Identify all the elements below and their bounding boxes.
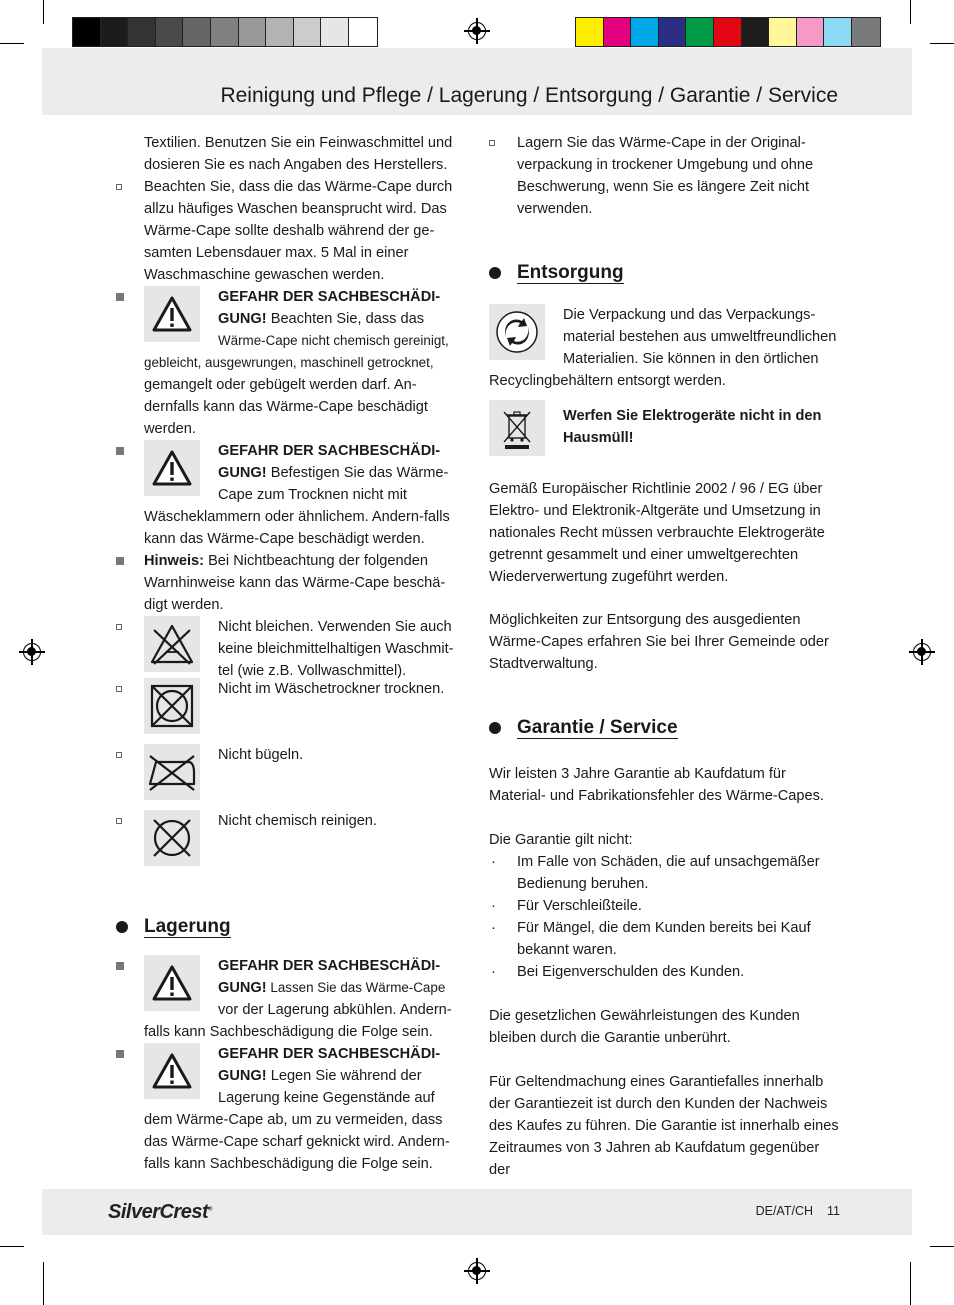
color-swatch [824,18,852,46]
care-text: Nicht bügeln. [218,747,304,763]
crop-mark [910,1262,911,1305]
crop-mark [910,0,911,24]
page-number: 11 [827,1204,840,1218]
exclusion-text: Für Mängel, die dem Kunden bereits bei Kauf bekannt waren. [517,920,811,958]
section-heading-text: Garantie / Service [517,717,678,738]
registration-mark-icon [23,643,41,661]
gray-color-bar [72,17,378,47]
hollow-square-bullet-icon [116,184,122,190]
hollow-square-bullet-icon [116,624,122,630]
disposal-warning: Werfen Sie Elektrogeräte nicht in den Hausmüll! [563,408,822,446]
storage-note-text: Lagern Sie das Wärme-Cape in der Original-verpackung in trockener Umgebung und ohne Beschwerung, wenn Sie es längere Zeit nicht verwenden. [517,135,814,217]
color-swatch [659,18,687,46]
warning-label: GEFAHR DER SACHBESCHÄDI-GUNG! [218,958,441,996]
filled-square-bullet-icon [116,293,124,301]
footer-band [42,1189,912,1235]
color-swatch [101,18,129,46]
process-color-bar [575,17,881,47]
registered-mark: ® [208,1206,213,1213]
warning-triangle-icon [144,440,200,496]
no-dry-clean-icon [144,810,200,866]
care-text: Nicht chemisch reinigen. [218,813,377,829]
exclusion-text: Bei Eigenverschulden des Kunden. [517,964,745,980]
color-swatch [686,18,714,46]
color-swatch [183,18,211,46]
color-swatch [321,18,349,46]
warning-triangle-icon [144,286,200,342]
crop-mark [43,0,44,24]
section-heading-text: Lagerung [144,916,231,937]
care-text: Nicht bleichen. Verwenden Sie auch keine bleichmittelhaltigen Waschmit-tel (wie z.B. Vollwaschmittel). [218,619,454,679]
left-column [116,132,466,1175]
right-column [489,132,841,1181]
list-item [116,550,466,616]
warning-triangle-icon [144,955,200,1011]
color-swatch [128,18,156,46]
list-item [489,917,841,961]
care-text: Nicht im Wäschetrockner trocknen. [218,681,445,697]
section-heading-lagerung [116,914,466,940]
disposal-block [489,304,841,392]
warning-text: Befestigen Sie das Wärme-Cape zum Trocknen nicht mit Wäscheklammern oder ähnlichem. Andern-falls kann das Wärme-Cape beschädigt werden. [144,465,450,547]
no-ironing-icon [144,744,200,800]
warranty-exclusions-intro: Die Garantie gilt nicht: [489,832,633,848]
warning-text: vor der Lagerung abkühlen. Andern-falls kann Sachbeschädigung die Folge sein. [144,1002,452,1040]
brand-name: SilverCrest [108,1201,209,1223]
no-bleach-icon [144,616,200,672]
hollow-square-bullet-icon [116,686,122,692]
color-swatch [156,18,184,46]
color-swatch [852,18,880,46]
filled-square-bullet-icon [116,1050,124,1058]
dot-bullet: · [491,964,496,980]
hollow-square-bullet-icon [489,140,495,146]
color-swatch [266,18,294,46]
warning-label: GEFAHR DER SACHBESCHÄDI-GUNG! [218,443,441,481]
warning-text: Legen Sie während der Lagerung keine Gegenstände auf dem Wärme-Cape ab, um zu vermeiden, dass das Wärme-Cape scharf geknickt wird. Andern-falls kann Sachbeschädigung die Folge sein. [144,1068,450,1172]
list-item [116,810,466,870]
color-swatch [797,18,825,46]
header-band [42,48,912,115]
color-swatch [73,18,101,46]
wash-note-text: Beachten Sie, dass die das Wärme-Cape durch allzu häufiges Waschen beansprucht wird. Das Wärme-Cape sollte deshalb während der ge-samten Lebensdauer max. 5 Mal in einer Waschmaschine gewaschen werden. [144,179,453,283]
footer-info [756,1204,840,1218]
crop-mark [930,1246,954,1247]
list-item [116,440,466,550]
warranty-paragraph: Wir leisten 3 Jahre Garantie ab Kaufdatum für Material- und Fabrikationsfehler des Wärme-Capes. [489,766,824,804]
claim-paragraph: Für Geltendmachung eines Garantiefalles innerhalb der Garantiezeit ist durch den Kunden der Nachweis des Kaufes zu führen. Die Garantie ist innerhalb eines Zeitraumes von 3 Jahren ab Kaufdatum gegenüber der [489,1074,839,1178]
list-item [116,286,466,440]
dot-bullet: · [491,920,496,936]
dot-bullet: · [491,898,496,914]
exclusion-text: Im Falle von Schäden, die auf unsachgemäßer Bedienung beruhen. [517,854,820,892]
crop-mark [43,1262,44,1305]
filled-square-bullet-icon [116,447,124,455]
color-swatch [769,18,797,46]
section-heading-garantie [489,715,841,741]
list-item [116,955,466,1043]
warning-label: GEFAHR DER SACHBESCHÄDI-GUNG! [218,289,441,327]
directive-paragraph: Gemäß Europäischer Richtlinie 2002 / 96 / EG über Elektro- und Elektronik-Altgeräte und Umsetzung in nationales Recht müssen verbrauchte Elektrogeräte getrennt gesammelt und einer umweltgerechten Wiederverwertung zugeführt werden. [489,481,825,585]
color-swatch [294,18,322,46]
exclusion-text: Für Verschleißteile. [517,898,642,914]
color-swatch [239,18,267,46]
dot-bullet: · [491,854,496,870]
warning-text: gemangelt oder gebügelt werden darf. An-dernfalls kann das Wärme-Cape beschädigt werden. [144,377,428,437]
registration-mark-icon [468,1262,486,1280]
crop-mark [930,43,954,44]
crossed-out-bin-icon [489,400,545,456]
list-item [116,1043,466,1175]
page-title: Reinigung und Pflege / Lagerung / Entsorgung / Garantie / Service [220,84,838,107]
hint-text: Bei Nichtbeachtung der folgenden Warnhinweise kann das Wärme-Cape beschä-digt werden. [144,553,446,613]
list-item [116,744,466,804]
list-item [489,895,841,917]
locale-label: DE/AT/CH [755,1204,814,1218]
registration-mark-icon [913,643,931,661]
color-swatch [349,18,377,46]
hollow-square-bullet-icon [116,818,122,824]
registration-mark-icon [468,22,486,40]
warning-triangle-icon [144,1043,200,1099]
filled-square-bullet-icon [116,962,124,970]
color-swatch [576,18,604,46]
color-swatch [211,18,239,46]
brand-logo [108,1201,212,1224]
warning-text: Beachten Sie, dass das [266,311,425,327]
list-item [116,616,466,682]
warning-text: Lassen Sie das Wärme-Cape [266,980,446,995]
hint-label: Hinweis: [144,553,205,569]
warning-text: Wärme-Cape nicht chemisch gereinigt, gebleicht, ausgewrungen, maschinell getrocknet, [144,333,449,370]
no-tumble-dry-icon [144,678,200,734]
list-item [489,132,841,220]
color-swatch [604,18,632,46]
disposal-text: Die Verpackung und das Verpackungs-material bestehen aus umweltfreundlichen Materialien. Sie können in den örtlichen Recyclingbehältern entsorgt werden. [489,307,837,389]
crop-mark [0,43,24,44]
warning-label: GEFAHR DER SACHBESCHÄDI-GUNG! [218,1046,441,1084]
hollow-square-bullet-icon [116,752,122,758]
list-item [489,961,841,983]
weee-block [489,400,841,460]
color-swatch [742,18,770,46]
list-item [116,176,466,286]
color-swatch [714,18,742,46]
intro-paragraph: Textilien. Benutzen Sie ein Feinwaschmittel und dosieren Sie es nach Angaben des Herstellers. [144,135,453,173]
color-swatch [631,18,659,46]
statutory-rights-paragraph: Die gesetzlichen Gewährleistungen des Kunden bleiben durch die Garantie unberührt. [489,1008,800,1046]
filled-square-bullet-icon [116,557,124,565]
disposal-options-paragraph: Möglichkeiten zur Entsorgung des ausgedienten Wärme-Capes erfahren Sie bei Ihrer Gemeinde oder Stadtverwaltung. [489,612,829,672]
section-heading-entsorgung [489,260,841,286]
green-dot-recycling-icon [489,304,545,360]
crop-mark [0,1246,24,1247]
section-heading-text: Entsorgung [517,262,624,283]
list-item [116,678,466,738]
list-item [489,851,841,895]
